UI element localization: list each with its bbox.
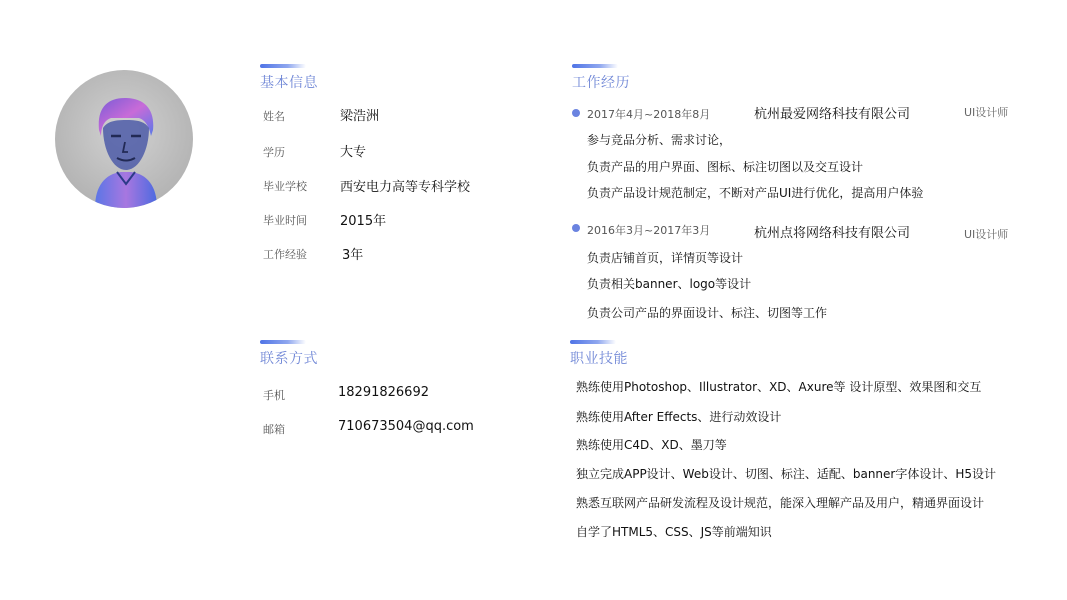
contact-title: 联系方式 <box>260 351 318 367</box>
experience-value: 3年 <box>342 248 364 263</box>
name-label: 姓名 <box>263 110 285 123</box>
timeline-dot <box>572 109 580 117</box>
school-label: 毕业学校 <box>263 180 307 193</box>
name-value: 梁浩洲 <box>340 109 380 124</box>
portrait-image <box>55 70 193 208</box>
email-value: 710673504@qq.com <box>338 419 474 434</box>
graduation-label: 毕业时间 <box>263 214 307 227</box>
education-label: 学历 <box>263 146 285 159</box>
experience-label: 工作经验 <box>263 248 307 261</box>
job-duty: 负责相关banner、logo等设计 <box>587 277 752 291</box>
job-period: 2017年4月~2018年8月 <box>587 108 711 121</box>
job-duty: 负责公司产品的界面设计、标注、切图等工作 <box>587 306 828 320</box>
education-value: 大专 <box>340 145 367 160</box>
contact-accent-bar <box>260 340 306 344</box>
job-company: 杭州最爱网络科技有限公司 <box>754 107 911 122</box>
skills-accent-bar <box>570 340 616 344</box>
skills-title: 职业技能 <box>570 351 628 367</box>
job-period: 2016年3月~2017年3月 <box>587 224 711 237</box>
skill-item: 自学了HTML5、CSS、JS等前端知识 <box>576 525 772 539</box>
email-label: 邮箱 <box>263 423 285 436</box>
work-title: 工作经历 <box>572 75 630 91</box>
job-duty: 负责产品设计规范制定，不断对产品UI进行优化，提高用户体验 <box>587 186 924 200</box>
basic-info-title: 基本信息 <box>260 75 318 91</box>
basic-info-accent-bar <box>260 64 306 68</box>
job-duty: 负责店铺首页，详情页等设计 <box>587 251 744 265</box>
work-accent-bar <box>572 64 618 68</box>
job-company: 杭州点将网络科技有限公司 <box>754 226 911 241</box>
skill-item: 熟悉互联网产品研发流程及设计规范，能深入理解产品及用户，精通界面设计 <box>576 496 985 510</box>
skill-item: 熟练使用C4D、XD、墨刀等 <box>576 438 727 452</box>
skill-item: 熟练使用After Effects、进行动效设计 <box>576 410 782 424</box>
phone-label: 手机 <box>263 389 285 402</box>
job-duty: 负责产品的用户界面、图标、标注切图以及交互设计 <box>587 160 864 174</box>
job-duty: 参与竞品分析、需求讨论， <box>587 133 732 147</box>
phone-value: 18291826692 <box>338 385 429 400</box>
skill-item: 独立完成APP设计、Web设计、切图、标注、适配、banner字体设计、H5设计 <box>576 467 997 481</box>
job-role: UI设计师 <box>964 228 1009 241</box>
timeline-dot <box>572 224 580 232</box>
school-value: 西安电力高等专科学校 <box>340 180 471 195</box>
avatar <box>55 70 193 208</box>
skill-item: 熟练使用Photoshop、Illustrator、XD、Axure等 设计原型、效果图和交互 <box>576 380 982 394</box>
job-role: UI设计师 <box>964 106 1009 119</box>
graduation-value: 2015年 <box>340 214 387 229</box>
